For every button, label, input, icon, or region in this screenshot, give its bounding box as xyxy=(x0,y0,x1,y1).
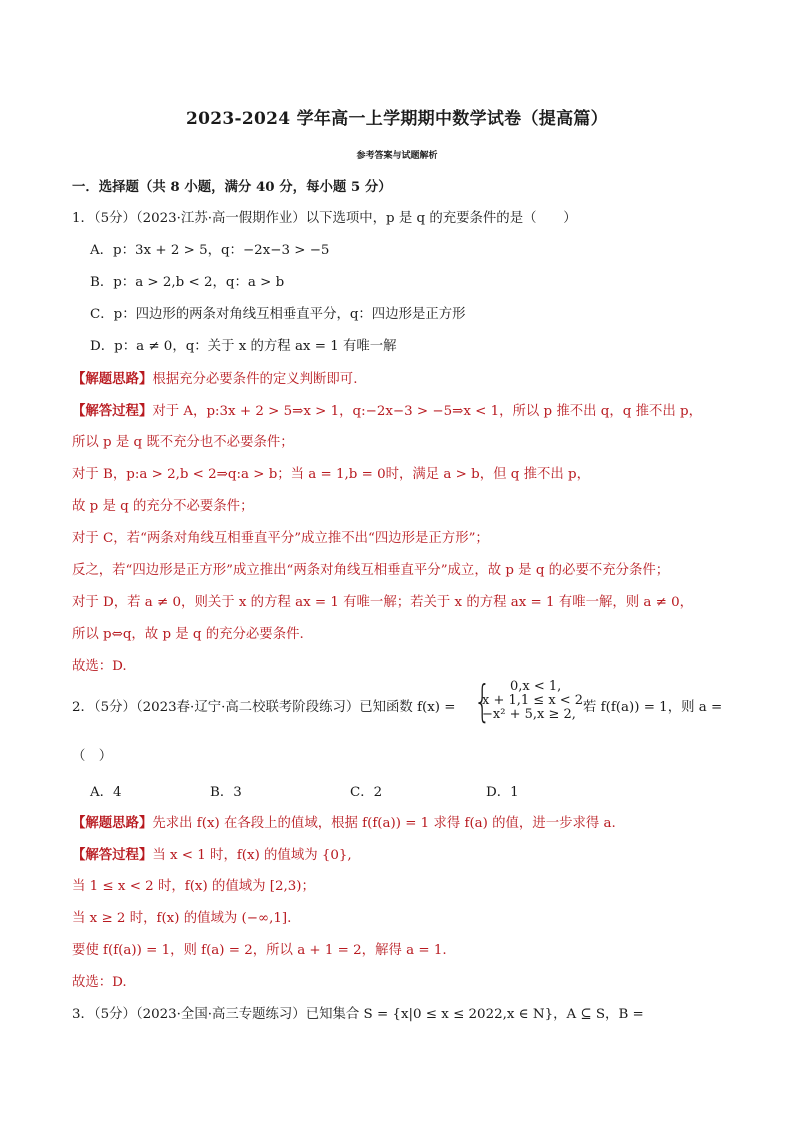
section-heading: 一．选择题（共 8 小题，满分 40 分，每小题 5 分） xyxy=(72,179,392,195)
q1-option-d: D．p：a ≠ 0，q：关于 x 的方程 ax = 1 有唯一解 xyxy=(90,339,397,354)
q2-process-0 xyxy=(72,846,352,865)
q2-thinking xyxy=(72,814,616,833)
q2-process-4: 故选：D. xyxy=(72,975,127,990)
q1-process-3: 故 p 是 q 的充分不必要条件； xyxy=(72,499,254,514)
q1-process-0 xyxy=(72,402,702,421)
q2-piece-0: 0,x < 1, xyxy=(510,679,562,694)
q2-option-d: D．1 xyxy=(486,785,519,800)
q1-option-a: A．p：3x + 2 > 5，q：−2x−3 > −5 xyxy=(90,243,330,258)
q1-process-2: 对于 B，p:a > 2,b < 2⇒q:a > b；当 a = 1,b = 0时，满足 a > b，但 q 推不出 p， xyxy=(72,467,590,482)
q2-piece-1: x + 1,1 ≤ x < 2, xyxy=(482,693,588,708)
q1-process-text-0: 对于 A，p:3x + 2 > 5⇒x > 1，q:−2x−3 > −5⇒x < 1，所以 p 推不出 q，q 推不出 p， xyxy=(152,404,702,419)
q2-thinking-text: 先求出 f(x) 在各段上的值域，根据 f(f(a)) = 1 求得 f(a) 的值，进一步求得 a. xyxy=(152,816,616,831)
q1-process-1: 所以 p 是 q 既不充分也不必要条件； xyxy=(72,435,294,450)
q1-thinking-text: 根据充分必要条件的定义判断即可. xyxy=(152,372,358,387)
q1-process-4: 对于 C，若“两条对角线互相垂直平分”成立推不出“四边形是正方形”； xyxy=(72,531,489,546)
q2-option-b: B．3 xyxy=(210,785,242,800)
q2-process-text-0: 当 x < 1 时，f(x) 的值域为 {0}, xyxy=(152,848,352,863)
q3-stem: 3．（5分）（2023·全国·高三专题练习）已知集合 S = {x|0 ≤ x ≤ 2022,x ∈ N}，A ⊆ S，B = xyxy=(72,1007,644,1022)
q2-piecewise xyxy=(482,680,587,722)
thinking-label-2: 【解题思路】 xyxy=(72,815,153,831)
q1-stem: 1．（5分）（2023·江苏·高一假期作业）以下选项中，p 是 q 的充要条件的是（ ） xyxy=(72,211,577,226)
thinking-label: 【解题思路】 xyxy=(72,371,153,387)
q2-process-2: 当 x ≥ 2 时，f(x) 的值域为 (−∞,1]. xyxy=(72,911,292,926)
q2-option-c: C．2 xyxy=(350,785,383,800)
q1-option-c: C．p：四边形的两条对角线互相垂直平分，q：四边形是正方形 xyxy=(90,307,466,322)
process-label-2: 【解答过程】 xyxy=(72,847,153,863)
q2-option-a: A．4 xyxy=(90,785,122,800)
q2-stem: 2．（5分）（2023春·辽宁·高二校联考阶段练习）已知函数 f(x) = xyxy=(72,700,456,715)
q1-option-b: B．p：a > 2,b < 2，q：a > b xyxy=(90,275,285,290)
q2-process-1: 当 1 ≤ x < 2 时，f(x) 的值域为 [2,3)； xyxy=(72,879,315,894)
document-title: 2023-2024 学年高一上学期期中数学试卷（提高篇） xyxy=(185,109,608,129)
process-label: 【解答过程】 xyxy=(72,403,153,419)
document-subtitle: 参考答案与试题解析 xyxy=(356,151,438,161)
q2-paren: （ ） xyxy=(72,749,113,764)
q1-process-7: 所以 p⇔q，故 p 是 q 的充分必要条件. xyxy=(72,627,304,642)
piecewise-brace: { xyxy=(474,676,491,727)
q1-thinking xyxy=(72,370,357,389)
q2-piece-2: −x² + 5,x ≥ 2, xyxy=(482,707,576,722)
q1-process-5: 反之，若“四边形是正方形”成立推出“两条对角线互相垂直平分”成立，故 p 是 q 的必要不充分条件； xyxy=(72,563,670,578)
q1-process-6: 对于 D，若 a ≠ 0，则关于 x 的方程 ax = 1 有唯一解；若关于 x 的方程 ax = 1 有唯一解，则 a ≠ 0， xyxy=(72,595,694,610)
q2-process-3: 要使 f(f(a)) = 1，则 f(a) = 2，所以 a + 1 = 2，解得 a = 1. xyxy=(72,943,447,958)
q2-stem-tail: 若 f(f(a)) = 1，则 a = xyxy=(583,700,723,715)
q1-process-8: 故选：D. xyxy=(72,659,127,674)
